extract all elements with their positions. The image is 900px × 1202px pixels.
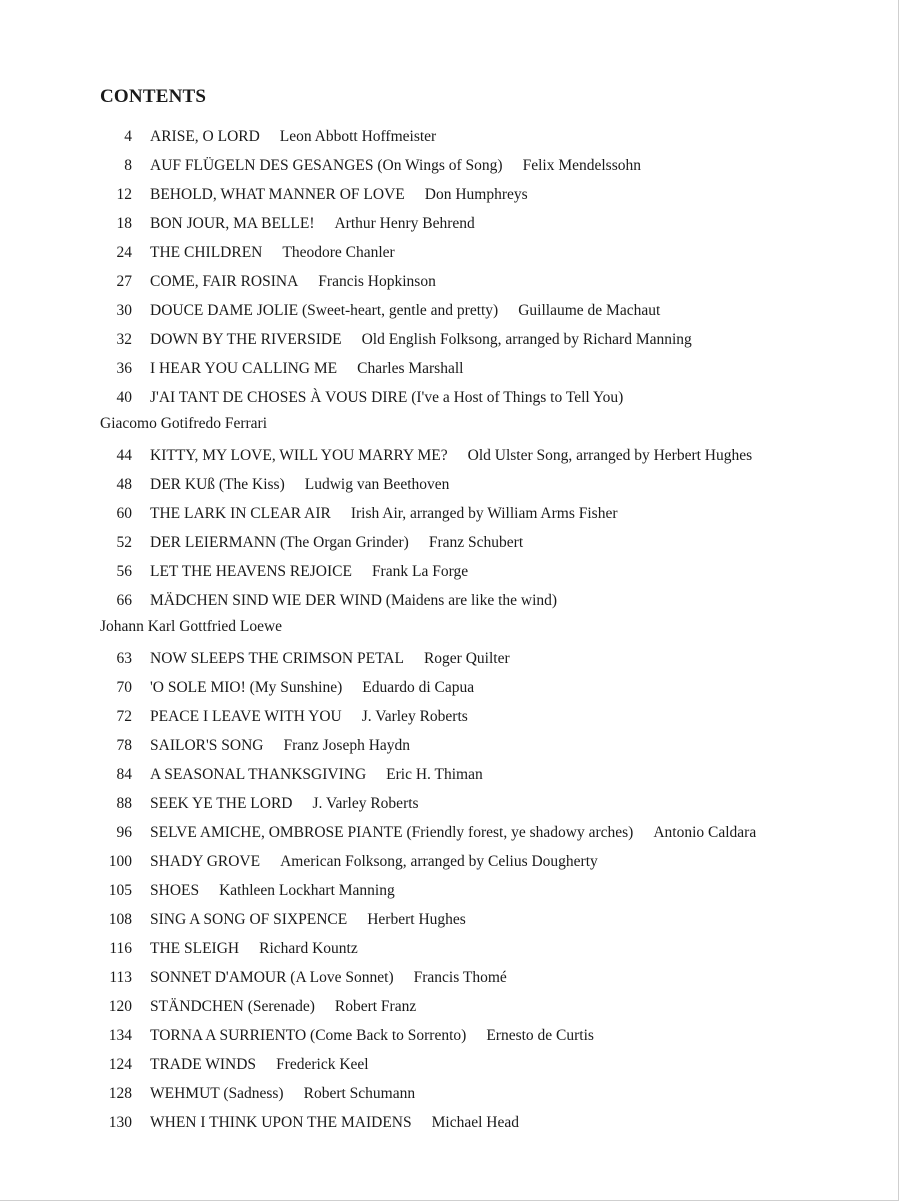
toc-entry[interactable] bbox=[100, 383, 880, 441]
toc-entry[interactable] bbox=[100, 789, 880, 818]
composer: Roger Quilter bbox=[423, 650, 510, 667]
song-title: AUF FLÜGELN DES GESANGES (On Wings of Song) bbox=[150, 157, 503, 174]
composer: Charles Marshall bbox=[357, 360, 464, 377]
table-of-contents bbox=[100, 122, 880, 1137]
page-number: 72 bbox=[116, 708, 132, 725]
composer: Eric H. Thiman bbox=[386, 766, 483, 783]
song-title: THE CHILDREN bbox=[150, 244, 263, 261]
song-title: NOW SLEEPS THE CRIMSON PETAL bbox=[150, 650, 404, 667]
page-number: 108 bbox=[108, 911, 132, 928]
composer: Leon Abbott Hoffmeister bbox=[279, 128, 437, 145]
song-title: THE SLEIGH bbox=[150, 940, 240, 957]
composer: Richard Kountz bbox=[259, 940, 358, 957]
toc-entry[interactable] bbox=[100, 644, 880, 673]
page-number: 12 bbox=[116, 186, 132, 203]
song-title: SEEK YE THE LORD bbox=[150, 795, 293, 812]
composer: Eduardo di Capua bbox=[362, 679, 475, 696]
composer: Michael Head bbox=[431, 1114, 519, 1131]
song-title: WHEN I THINK UPON THE MAIDENS bbox=[150, 1114, 412, 1131]
toc-entry[interactable] bbox=[100, 673, 880, 702]
page-number: 113 bbox=[109, 969, 132, 986]
toc-entry[interactable] bbox=[100, 818, 880, 847]
composer: Ludwig van Beethoven bbox=[304, 476, 450, 493]
page-number: 84 bbox=[116, 766, 132, 783]
composer: Felix Mendelssohn bbox=[522, 157, 641, 174]
song-title: J'AI TANT DE CHOSES À VOUS DIRE (I've a Host of Things to Tell You) bbox=[150, 389, 624, 406]
song-title: LET THE HEAVENS REJOICE bbox=[150, 563, 352, 580]
song-title: SHOES bbox=[150, 882, 200, 899]
toc-entry[interactable] bbox=[100, 876, 880, 905]
toc-entry[interactable] bbox=[100, 499, 880, 528]
toc-entry[interactable] bbox=[100, 1050, 880, 1079]
composer: Robert Schumann bbox=[303, 1085, 416, 1102]
page-number: 44 bbox=[116, 447, 132, 464]
song-title: STÄNDCHEN (Serenade) bbox=[150, 998, 315, 1015]
composer: Don Humphreys bbox=[424, 186, 528, 203]
page-number: 8 bbox=[124, 157, 132, 174]
toc-entry[interactable] bbox=[100, 1079, 880, 1108]
toc-entry[interactable] bbox=[100, 209, 880, 238]
page-number: 100 bbox=[108, 853, 132, 870]
page-number: 128 bbox=[108, 1085, 132, 1102]
page-number: 70 bbox=[116, 679, 132, 696]
composer: Irish Air, arranged by William Arms Fisher bbox=[350, 505, 618, 522]
page-title: CONTENTS bbox=[100, 86, 207, 107]
page-number: 30 bbox=[116, 302, 132, 319]
toc-entry[interactable] bbox=[100, 586, 880, 644]
composer: Arthur Henry Behrend bbox=[334, 215, 475, 232]
song-title: THE LARK IN CLEAR AIR bbox=[150, 505, 331, 522]
song-title: COME, FAIR ROSINA bbox=[150, 273, 299, 290]
toc-entry[interactable] bbox=[100, 180, 880, 209]
composer: American Folksong, arranged by Celius Dougherty bbox=[280, 853, 598, 870]
song-title: DER LEIERMANN (The Organ Grinder) bbox=[150, 534, 409, 551]
page-number: 32 bbox=[116, 331, 132, 348]
song-title: SING A SONG OF SIXPENCE bbox=[150, 911, 348, 928]
song-title: WEHMUT (Sadness) bbox=[150, 1085, 284, 1102]
composer: Ernesto de Curtis bbox=[486, 1027, 594, 1044]
song-title: DER KUß (The Kiss) bbox=[150, 476, 285, 493]
page-number: 78 bbox=[116, 737, 132, 754]
composer: Franz Schubert bbox=[428, 534, 524, 551]
composer: Franz Joseph Haydn bbox=[283, 737, 411, 754]
page-number: 116 bbox=[109, 940, 132, 957]
toc-entry[interactable] bbox=[100, 934, 880, 963]
page-number: 60 bbox=[116, 505, 132, 522]
composer: Frank La Forge bbox=[371, 563, 469, 580]
toc-entry[interactable] bbox=[100, 325, 880, 354]
song-title: SELVE AMICHE, OMBROSE PIANTE (Friendly forest, ye shadowy arches) bbox=[150, 824, 634, 841]
composer: Giacomo Gotifredo Ferrari bbox=[100, 415, 267, 432]
toc-entry[interactable] bbox=[100, 731, 880, 760]
toc-entry[interactable] bbox=[100, 122, 880, 151]
composer: Francis Thomé bbox=[413, 969, 507, 986]
page-number: 134 bbox=[108, 1027, 132, 1044]
song-title: SHADY GROVE bbox=[150, 853, 261, 870]
page-number: 96 bbox=[116, 824, 132, 841]
composer: Herbert Hughes bbox=[367, 911, 466, 928]
page-number: 4 bbox=[124, 128, 132, 145]
toc-entry[interactable] bbox=[100, 441, 880, 470]
song-title: TORNA A SURRIENTO (Come Back to Sorrento) bbox=[150, 1027, 467, 1044]
song-title: PEACE I LEAVE WITH YOU bbox=[150, 708, 342, 725]
toc-entry[interactable] bbox=[100, 151, 880, 180]
toc-entry[interactable] bbox=[100, 992, 880, 1021]
toc-entry[interactable] bbox=[100, 238, 880, 267]
song-title: MÄDCHEN SIND WIE DER WIND (Maidens are like the wind) bbox=[150, 592, 558, 609]
song-title: BON JOUR, MA BELLE! bbox=[150, 215, 315, 232]
composer: J. Varley Roberts bbox=[361, 708, 468, 725]
toc-entry[interactable] bbox=[100, 702, 880, 731]
page-number: 24 bbox=[116, 244, 132, 261]
song-title: DOWN BY THE RIVERSIDE bbox=[150, 331, 342, 348]
composer: Guillaume de Machaut bbox=[518, 302, 661, 319]
page-number: 27 bbox=[116, 273, 132, 290]
toc-entry[interactable] bbox=[100, 470, 880, 499]
page-number: 48 bbox=[116, 476, 132, 493]
song-title: I HEAR YOU CALLING ME bbox=[150, 360, 338, 377]
composer: Antonio Caldara bbox=[653, 824, 757, 841]
composer: Frederick Keel bbox=[276, 1056, 369, 1073]
toc-entry[interactable] bbox=[100, 847, 880, 876]
song-title: SAILOR'S SONG bbox=[150, 737, 264, 754]
toc-entry[interactable] bbox=[100, 296, 880, 325]
page-number: 120 bbox=[108, 998, 132, 1015]
toc-entry[interactable] bbox=[100, 1108, 880, 1137]
composer: Kathleen Lockhart Manning bbox=[219, 882, 395, 899]
page-number: 18 bbox=[116, 215, 132, 232]
song-title: BEHOLD, WHAT MANNER OF LOVE bbox=[150, 186, 405, 203]
composer: Johann Karl Gottfried Loewe bbox=[100, 618, 283, 635]
song-title: KITTY, MY LOVE, WILL YOU MARRY ME? bbox=[150, 447, 448, 464]
page-number: 88 bbox=[116, 795, 132, 812]
song-title: A SEASONAL THANKSGIVING bbox=[150, 766, 367, 783]
song-title: SONNET D'AMOUR (A Love Sonnet) bbox=[150, 969, 394, 986]
page-number: 52 bbox=[116, 534, 132, 551]
page-number: 124 bbox=[108, 1056, 132, 1073]
page-number: 105 bbox=[108, 882, 132, 899]
toc-entry[interactable] bbox=[100, 528, 880, 557]
toc-entry[interactable] bbox=[100, 905, 880, 934]
toc-entry[interactable] bbox=[100, 760, 880, 789]
page-number: 40 bbox=[116, 389, 132, 406]
composer: Francis Hopkinson bbox=[318, 273, 436, 290]
composer: Robert Franz bbox=[334, 998, 417, 1015]
page-number: 63 bbox=[116, 650, 132, 667]
song-title: ARISE, O LORD bbox=[150, 128, 260, 145]
toc-entry[interactable] bbox=[100, 267, 880, 296]
page-number: 56 bbox=[116, 563, 132, 580]
toc-entry[interactable] bbox=[100, 1021, 880, 1050]
composer: Theodore Chanler bbox=[282, 244, 395, 261]
composer: Old English Folksong, arranged by Richard Manning bbox=[361, 331, 692, 348]
song-title: DOUCE DAME JOLIE (Sweet-heart, gentle and pretty) bbox=[150, 302, 499, 319]
song-title: TRADE WINDS bbox=[150, 1056, 257, 1073]
song-title: 'O SOLE MIO! (My Sunshine) bbox=[150, 679, 343, 696]
toc-entry[interactable] bbox=[100, 963, 880, 992]
page-number: 130 bbox=[108, 1114, 132, 1131]
toc-entry[interactable] bbox=[100, 354, 880, 383]
composer: J. Varley Roberts bbox=[312, 795, 419, 812]
composer: Old Ulster Song, arranged by Herbert Hughes bbox=[467, 447, 753, 464]
page-number: 36 bbox=[116, 360, 132, 377]
page-number: 66 bbox=[116, 592, 132, 609]
toc-entry[interactable] bbox=[100, 557, 880, 586]
